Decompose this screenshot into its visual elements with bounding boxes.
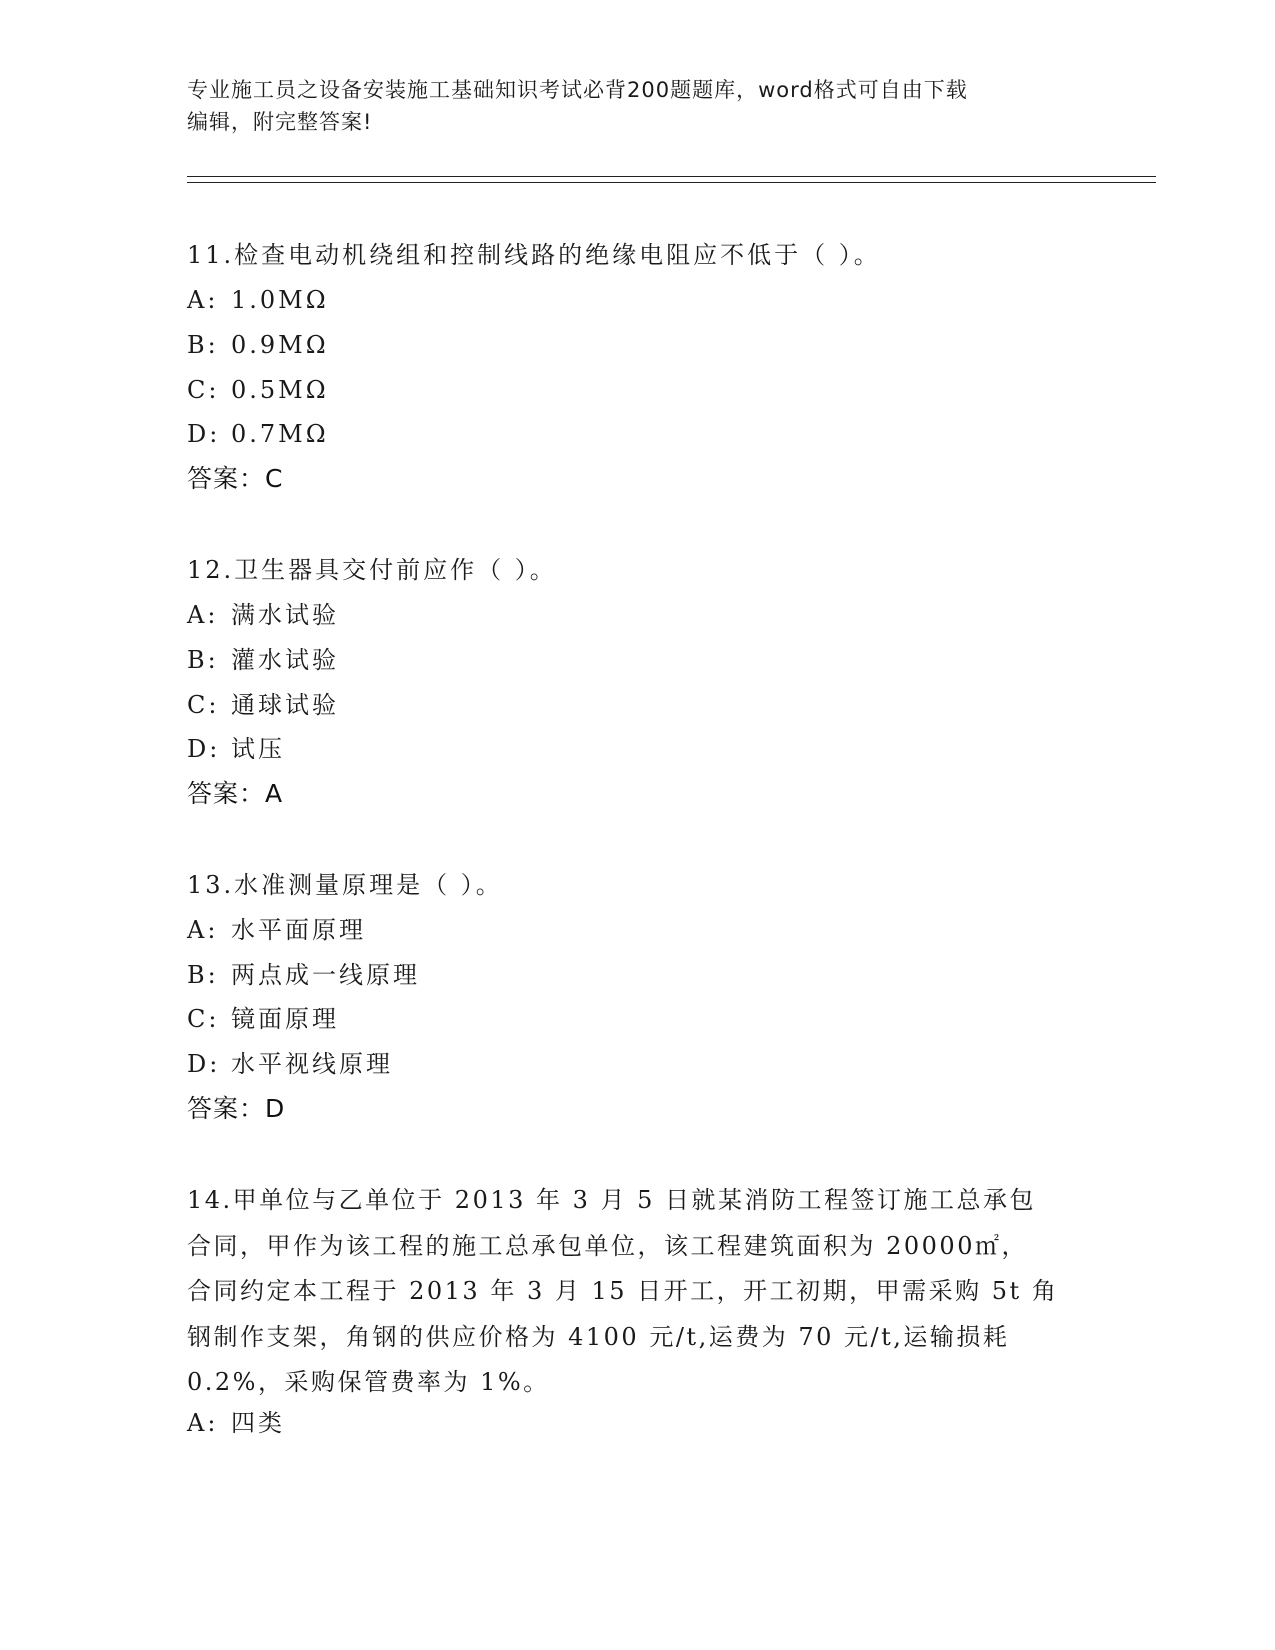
header-line-2: 编辑，附完整答案! bbox=[187, 110, 373, 134]
question-11-option-a bbox=[187, 284, 329, 316]
option-text: 试压 bbox=[231, 735, 285, 763]
option-label: D: bbox=[187, 1050, 221, 1078]
question-13-option-c bbox=[187, 1003, 339, 1035]
option-text: 灌水试验 bbox=[231, 646, 339, 674]
option-label: B: bbox=[187, 961, 219, 989]
question-14-stem-line: 0.2%，采购保管费率为 1%。 bbox=[187, 1368, 550, 1396]
option-label: D: bbox=[187, 420, 221, 448]
option-label: D: bbox=[187, 735, 221, 763]
question-13-stem: 13.水准测量原理是（ ）。 bbox=[187, 871, 503, 899]
question-14-stem-line: 14.甲单位与乙单位于 2013 年 3 月 5 日就某消防工程签订施工总承包 bbox=[187, 1186, 1037, 1214]
option-text: 0.9MΩ bbox=[231, 331, 329, 359]
question-14-stem-line: 钢制作支架，角钢的供应价格为 4100 元/t,运费为 70 元/t,运输损耗 bbox=[187, 1322, 1010, 1351]
option-label: C: bbox=[187, 376, 220, 404]
option-text: 通球试验 bbox=[231, 691, 339, 719]
option-text: 两点成一线原理 bbox=[231, 961, 420, 989]
question-12-option-b bbox=[187, 644, 339, 676]
question-12-stem: 12.卫生器具交付前应作（ ）。 bbox=[187, 556, 557, 584]
option-label: A: bbox=[187, 1409, 219, 1437]
question-13-option-d bbox=[187, 1048, 393, 1080]
option-text: 满水试验 bbox=[231, 601, 339, 629]
question-13-answer: 答案：D bbox=[187, 1094, 286, 1123]
question-12-option-a bbox=[187, 599, 339, 631]
question-14-stem-line: 合同约定本工程于 2013 年 3 月 15 日开工，开工初期，甲需采购 5t 角 bbox=[187, 1277, 1059, 1305]
document-header bbox=[187, 74, 1067, 138]
header-divider-bottom bbox=[187, 182, 1156, 183]
question-14-option-a bbox=[187, 1407, 285, 1439]
question-11-stem: 11.检查电动机绕组和控制线路的绝缘电阻应不低于（ ）。 bbox=[187, 241, 881, 269]
question-14-stem-line: 合同，甲作为该工程的施工总承包单位，该工程建筑面积为 20000㎡， bbox=[187, 1231, 1028, 1260]
question-12-option-c bbox=[187, 689, 339, 721]
question-12-option-d bbox=[187, 733, 285, 765]
question-11-option-b bbox=[187, 329, 329, 361]
header-divider-top bbox=[187, 176, 1156, 177]
question-11-option-d bbox=[187, 418, 329, 450]
option-label: B: bbox=[187, 331, 219, 359]
option-text: 水平面原理 bbox=[231, 916, 366, 944]
option-label: C: bbox=[187, 1005, 220, 1033]
question-13-option-b bbox=[187, 959, 420, 991]
option-text: 1.0MΩ bbox=[231, 286, 329, 314]
option-text: 0.7MΩ bbox=[231, 420, 329, 448]
option-text: 镜面原理 bbox=[231, 1005, 339, 1033]
question-11-answer: 答案：C bbox=[187, 464, 284, 493]
question-13-option-a bbox=[187, 914, 366, 946]
option-label: A: bbox=[187, 601, 219, 629]
option-text: 0.5MΩ bbox=[231, 376, 329, 404]
option-label: A: bbox=[187, 916, 219, 944]
header-line-1: 专业施工员之设备安装施工基础知识考试必背200题题库，word格式可自由下载 bbox=[187, 78, 968, 102]
option-text: 四类 bbox=[231, 1409, 285, 1437]
question-12-answer: 答案：A bbox=[187, 779, 284, 808]
option-label: A: bbox=[187, 286, 219, 314]
question-11-option-c bbox=[187, 374, 329, 406]
question-14-stem bbox=[187, 1178, 1077, 1406]
option-text: 水平视线原理 bbox=[231, 1050, 393, 1078]
option-label: B: bbox=[187, 646, 219, 674]
option-label: C: bbox=[187, 691, 220, 719]
